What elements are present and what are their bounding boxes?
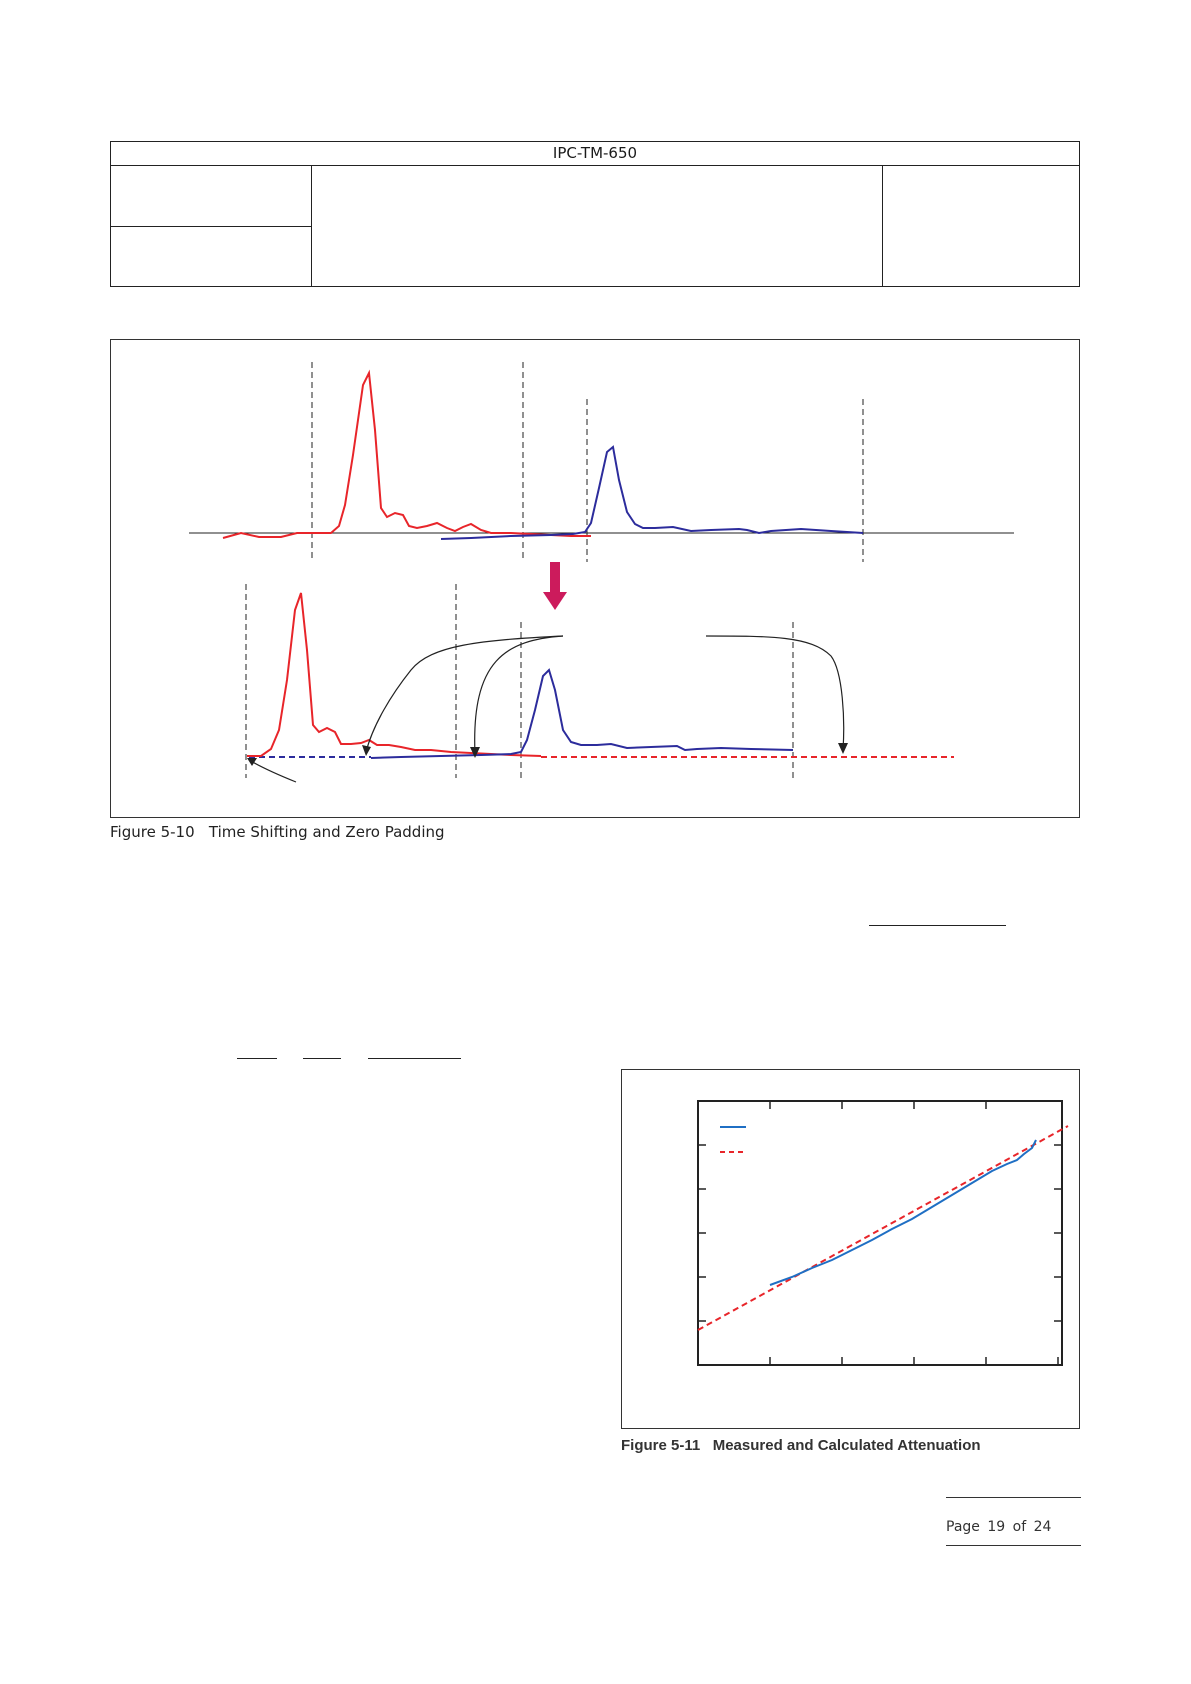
figure-attenuation [621,1069,1080,1429]
figure-5-10-caption: Figure 5-10 Time Shifting and Zero Padding [110,823,445,841]
header-cell-right [883,166,1079,286]
text-underline [869,925,1006,926]
top-window-markers [312,362,863,562]
header-cell-middle [312,166,883,286]
footer-rule-bottom [946,1545,1081,1546]
top-blue-waveform [441,447,863,539]
bottom-blue-waveform [371,670,793,758]
down-arrow-icon [543,562,567,610]
text-underline [303,1058,341,1059]
page-current: 19 [987,1519,1006,1535]
arrow-heads [247,743,848,766]
page-number [946,1519,1051,1535]
page-total: 24 [1033,1519,1052,1535]
document-header-table [110,141,1080,287]
figure-time-shifting [110,339,1080,818]
measured-attenuation-line [770,1140,1036,1285]
calculated-attenuation-line [698,1126,1068,1330]
plot-frame [698,1101,1062,1365]
footer-rule-top [946,1497,1081,1498]
document-id-title: IPC-TM-650 [111,142,1079,166]
figure-5-11-caption: Figure 5-11 Measured and Calculated Attenuation [621,1437,981,1454]
attenuation-chart [622,1070,1081,1430]
text-underline [237,1058,277,1059]
bottom-red-waveform [247,593,541,756]
time-shifting-diagram [111,340,1081,819]
header-cell-left-top [111,166,312,227]
text-underline [368,1058,461,1059]
top-red-waveform [223,373,591,538]
page-of-label: of [1012,1519,1027,1535]
page-label: Page [946,1519,980,1535]
annotation-arrows [249,636,844,782]
header-cell-left-bottom [111,227,312,286]
axis-ticks [698,1101,1062,1365]
